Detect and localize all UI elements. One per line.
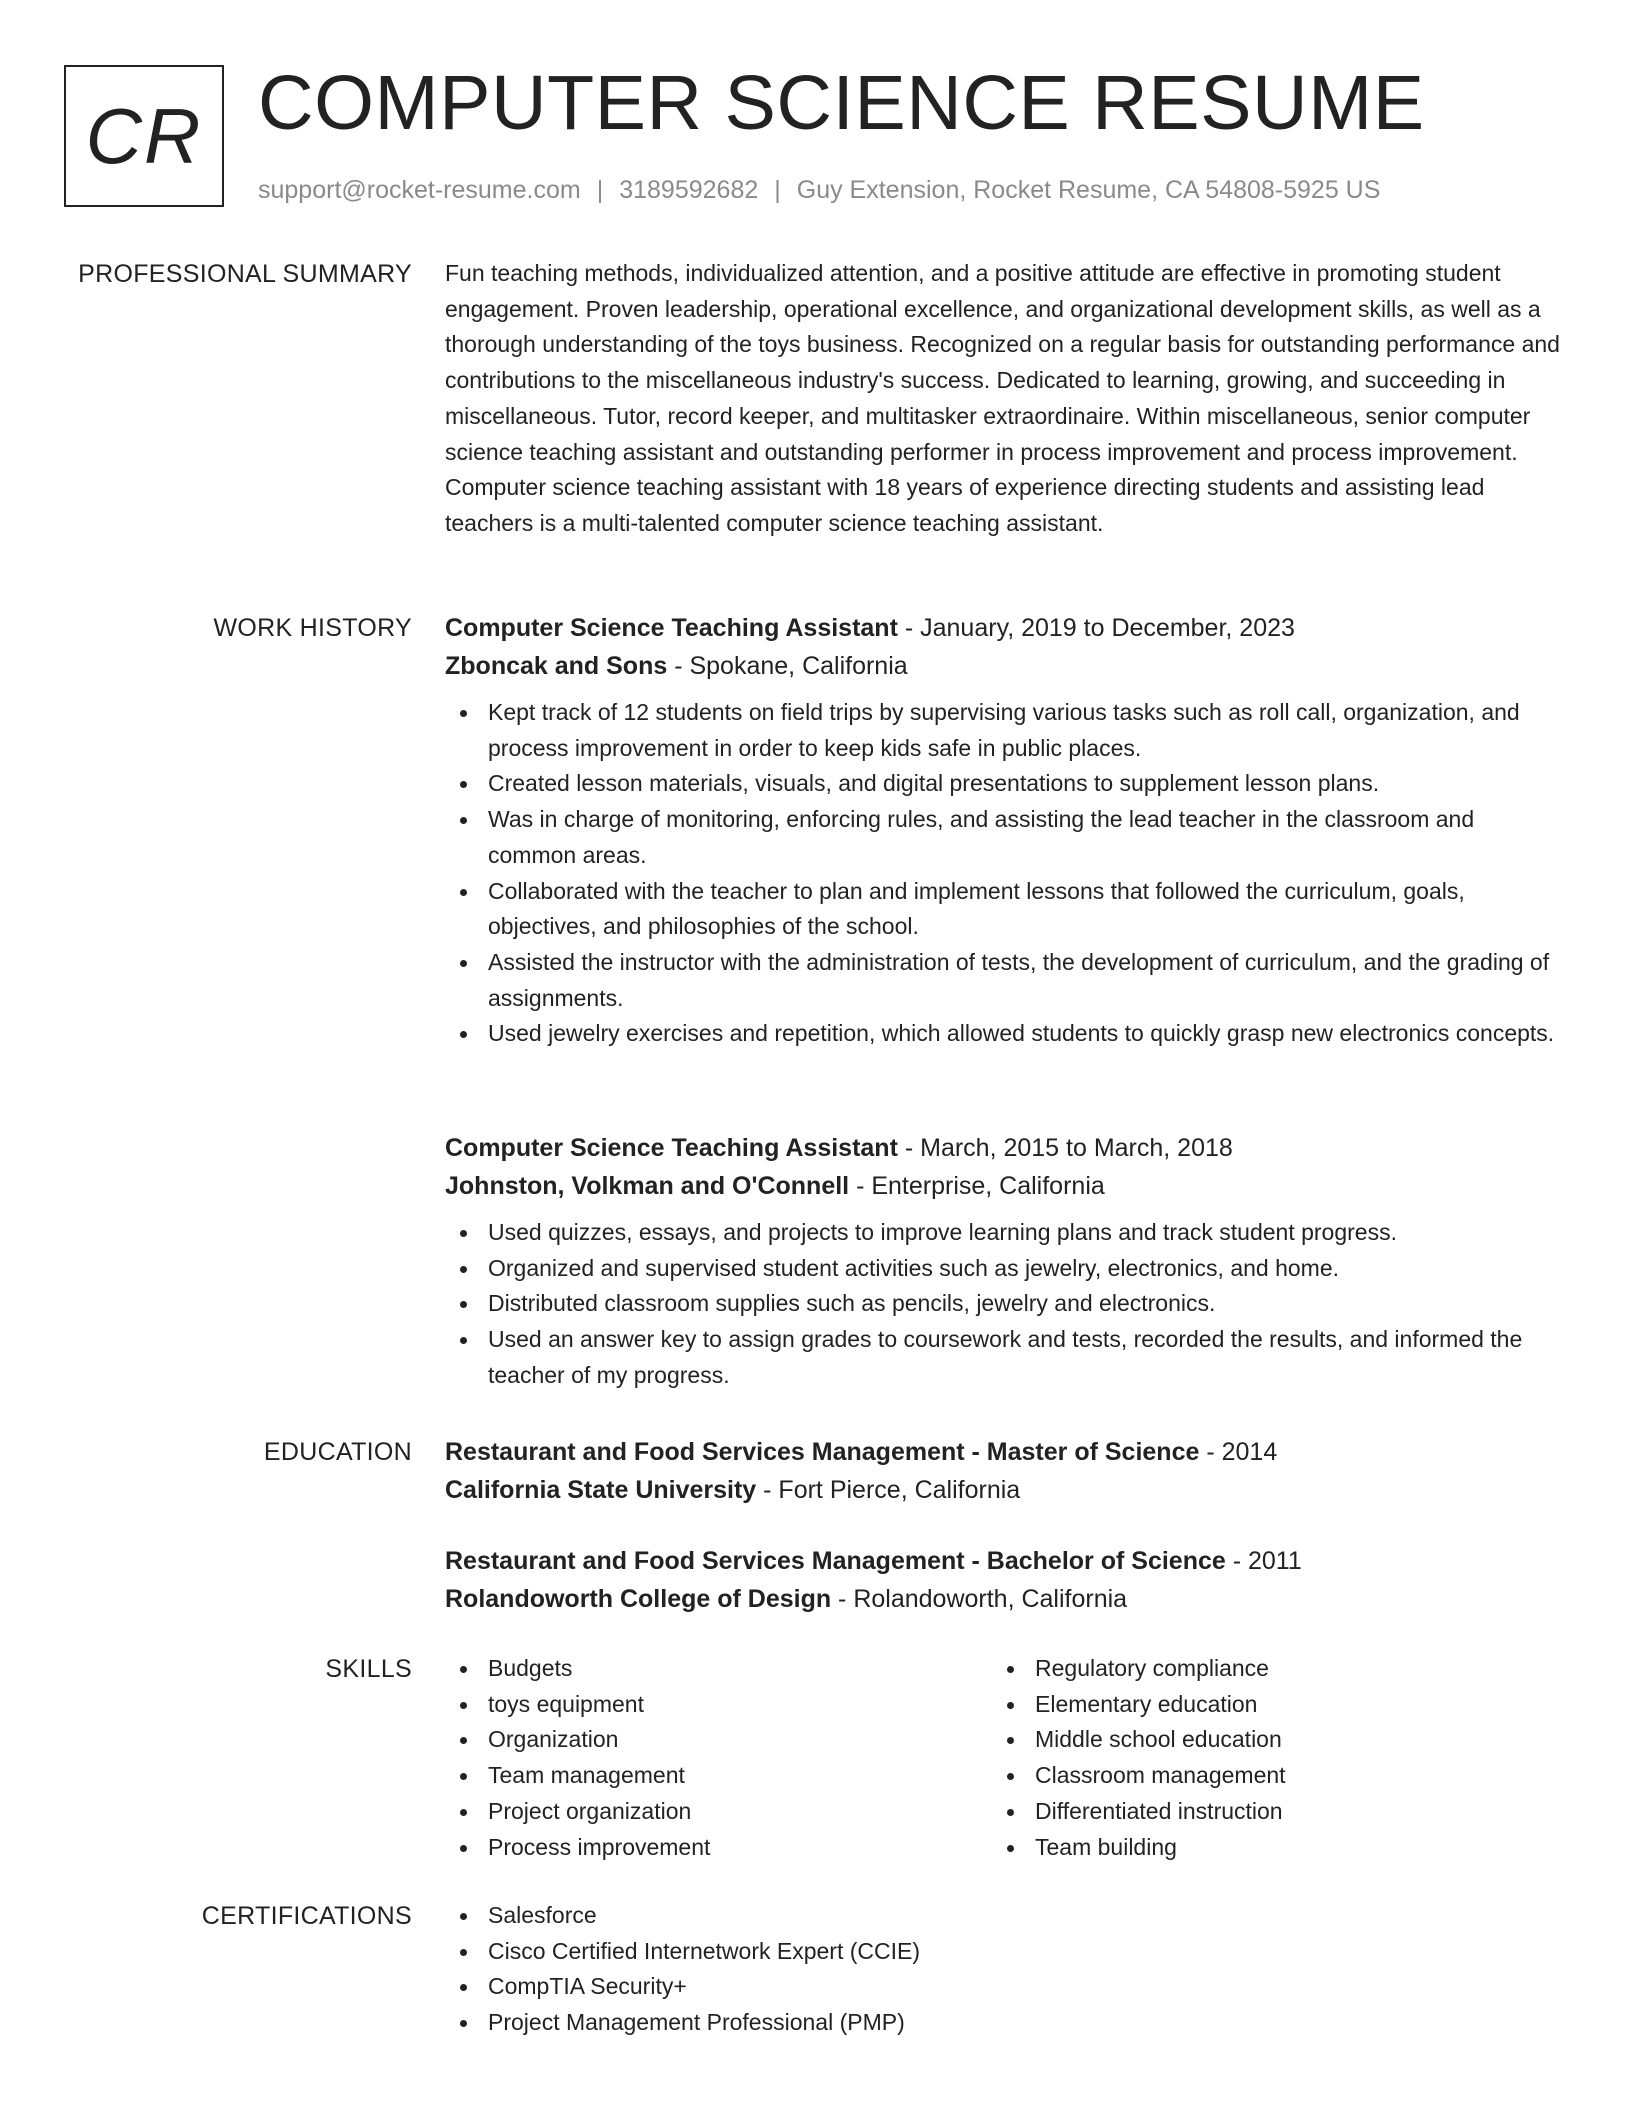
page-title: COMPUTER SCIENCE RESUME [258, 60, 1425, 146]
contact-separator: | [596, 176, 604, 204]
education-entry [445, 1433, 1565, 1509]
skill-item: Differentiated instruction [1035, 1794, 1539, 1830]
contact-separator: | [774, 176, 781, 204]
skills-section [445, 1651, 1565, 1865]
school-location: - Rolandoworth, California [831, 1585, 1128, 1613]
job-entry [445, 1129, 1565, 1394]
certification-item: Project Management Professional (PMP) [488, 2005, 1565, 2041]
school-location: - Fort Pierce, California [756, 1476, 1021, 1504]
school-line [445, 1580, 1565, 1618]
skill-item: toys equipment [488, 1687, 992, 1723]
job-role: Computer Science Teaching Assistant [445, 614, 898, 642]
job-location: - Spokane, California [667, 652, 908, 680]
job-title-line [445, 609, 1565, 647]
certification-item: CompTIA Security+ [488, 1969, 1565, 2005]
job-duty: Created lesson materials, visuals, and digital presentations to supplement lesson plans. [488, 766, 1565, 802]
education-entry [445, 1542, 1565, 1618]
skill-item: Budgets [488, 1651, 992, 1687]
work-history-section [445, 609, 1565, 1052]
degree-year: - 2014 [1199, 1438, 1278, 1466]
skills-list-right [992, 1651, 1539, 1865]
monogram-logo: CR [64, 65, 224, 207]
school-name: Rolandoworth College of Design [445, 1585, 832, 1613]
job-entry [445, 609, 1565, 1052]
job-title-line [445, 1129, 1565, 1167]
section-title-skills: SKILLS [325, 1655, 412, 1683]
certification-item: Cisco Certified Internetwork Expert (CCIE) [488, 1934, 1565, 1970]
skill-item: Team building [1035, 1830, 1539, 1866]
job-duty: Used quizzes, essays, and projects to improve learning plans and track student progress. [488, 1215, 1565, 1251]
certification-item: Salesforce [488, 1898, 1565, 1934]
school-name: California State University [445, 1476, 757, 1504]
skill-item: Elementary education [1035, 1687, 1539, 1723]
job-duty: Distributed classroom supplies such as pencils, jewelry and electronics. [488, 1286, 1565, 1322]
skill-item: Project organization [488, 1794, 992, 1830]
job-role: Computer Science Teaching Assistant [445, 1134, 898, 1162]
job-company: Johnston, Volkman and O'Connell [445, 1172, 850, 1200]
degree-year: - 2011 [1225, 1547, 1302, 1575]
job-company-line [445, 647, 1565, 685]
job-duty: Was in charge of monitoring, enforcing rules, and assisting the lead teacher in the classroom and common areas. [488, 802, 1565, 873]
skill-item: Process improvement [488, 1830, 992, 1866]
job-duty: Collaborated with the teacher to plan and implement lessons that followed the curriculum, goals, objectives, and philosophies of the school. [488, 874, 1565, 945]
section-title-summary: PROFESSIONAL SUMMARY [78, 260, 412, 288]
summary-text: Fun teaching methods, individualized attention, and a positive attitude are effective in promoting student engagement. Proven leadership, operational excellence, and organizational development skills, as well as a thorough understanding of the toys business. Recognized on a regular basis for outstanding performance and contributions to the miscellaneous industry's success. Dedicated to learning, growing, and succeeding in miscellaneous. Tutor, record keeper, and multitasker extraordinaire. Within miscellaneous, senior computer science teaching assistant and outstanding performer in process improvement and process improvement. Computer science teaching assistant with 18 years of experience directing students and assisting lead teachers is a multi-talented computer science teaching assistant. [445, 260, 1560, 536]
job-duties-list [445, 1215, 1565, 1394]
job-duties-list [445, 695, 1565, 1052]
degree-line [445, 1542, 1565, 1580]
skill-item: Middle school education [1035, 1722, 1539, 1758]
job-location: - Enterprise, California [849, 1172, 1105, 1200]
job-duty: Kept track of 12 students on field trips by supervising various tasks such as roll call, organization, and process improvement in order to keep kids safe in public places. [488, 695, 1565, 766]
degree-name: Restaurant and Food Services Management - Master of Science [445, 1438, 1200, 1466]
job-company: Zboncak and Sons [445, 652, 668, 680]
job-dates: - January, 2019 to December, 2023 [897, 614, 1295, 642]
job-duty: Used jewelry exercises and repetition, which allowed students to quickly grasp new electronics concepts. [488, 1016, 1565, 1052]
contact-email: support@rocket-resume.com [258, 176, 581, 204]
certifications-section [445, 1898, 1565, 2041]
section-title-work: WORK HISTORY [213, 614, 412, 642]
degree-name: Restaurant and Food Services Management - Bachelor of Science [445, 1547, 1226, 1575]
degree-line [445, 1433, 1565, 1471]
certifications-list [445, 1898, 1565, 2041]
job-duty: Assisted the instructor with the administration of tests, the development of curriculum, and the grading of assignments. [488, 945, 1565, 1016]
skill-item: Classroom management [1035, 1758, 1539, 1794]
section-title-education: EDUCATION [263, 1438, 412, 1466]
job-dates: - March, 2015 to March, 2018 [897, 1134, 1233, 1162]
summary-section [445, 256, 1565, 542]
skill-item: Regulatory compliance [1035, 1651, 1539, 1687]
contact-phone: 3189592682 [619, 176, 759, 204]
job-duty: Used an answer key to assign grades to coursework and tests, recorded the results, and informed the teacher of my progress. [488, 1322, 1565, 1393]
job-duty: Organized and supervised student activities such as jewelry, electronics, and home. [488, 1251, 1565, 1287]
job-company-line [445, 1167, 1565, 1205]
skill-item: Team management [488, 1758, 992, 1794]
contact-line [258, 172, 1380, 208]
skills-list-left [445, 1651, 992, 1865]
school-line [445, 1471, 1565, 1509]
section-title-certifications: CERTIFICATIONS [201, 1902, 412, 1930]
skill-item: Organization [488, 1722, 992, 1758]
contact-address: Guy Extension, Rocket Resume, CA 54808-5925 US [796, 176, 1381, 204]
